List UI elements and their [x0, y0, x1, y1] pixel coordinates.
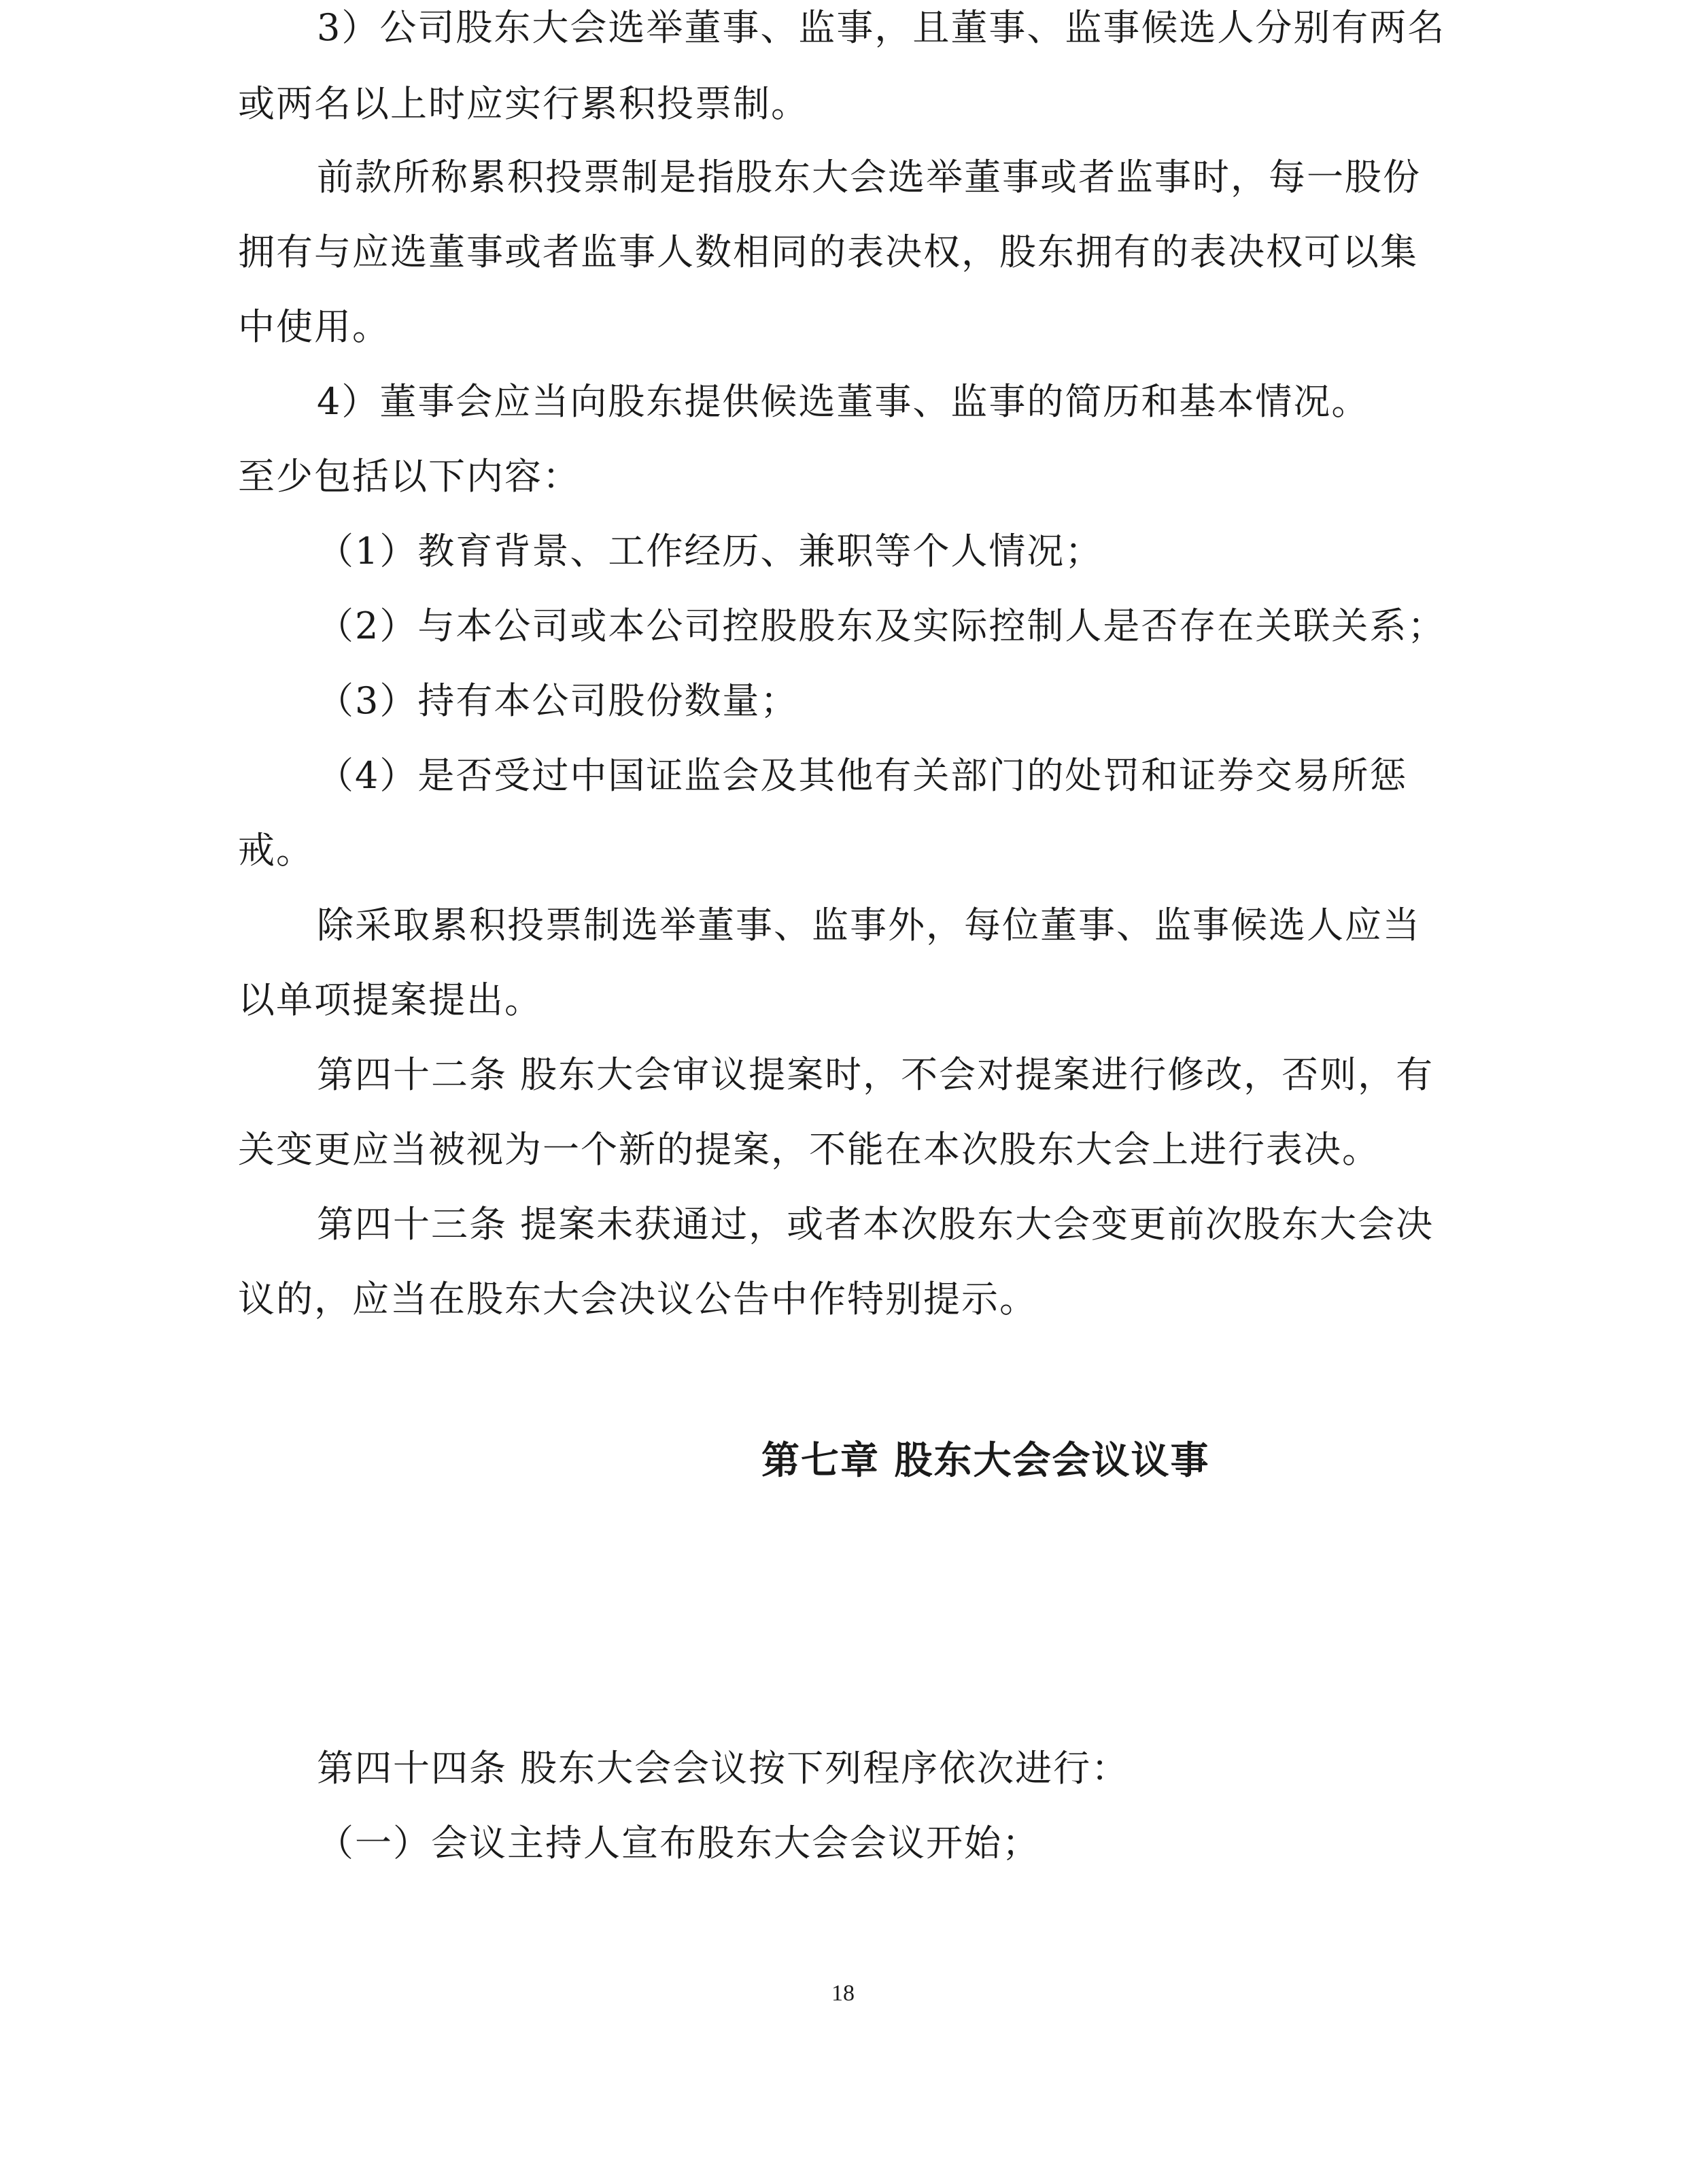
list-item-4-continued: 戒。 [238, 829, 314, 872]
chapter-heading: 第七章 股东大会会议议事 [761, 1439, 1210, 1483]
article-43-line-1: 第四十三条 提案未获通过，或者本次股东大会变更前次股东大会决 [317, 1203, 1434, 1246]
article-43-line-2: 议的，应当在股东大会决议公告中作特别提示。 [238, 1278, 1037, 1320]
paragraph-line-2: 或两名以上时应实行累积投票制。 [238, 82, 809, 125]
list-item-2: （2）与本公司或本公司控股股东及实际控制人是否存在关联关系； [317, 604, 1446, 647]
article-42-line-2: 关变更应当被视为一个新的提案，不能在本次股东大会上进行表决。 [238, 1128, 1380, 1171]
paragraph-line-3: 前款所称累积投票制是指股东大会选举董事或者监事时，每一股份 [317, 156, 1421, 199]
article-44-item-1: （一）会议主持人宣布股东大会会议开始； [317, 1822, 1040, 1864]
paragraph-line-8: 除采取累积投票制选举董事、监事外，每位董事、监事候选人应当 [317, 904, 1421, 946]
paragraph-line-9: 以单项提案提出。 [238, 978, 543, 1021]
list-item-4: （4）是否受过中国证监会及其他有关部门的处罚和证券交易所惩 [317, 754, 1408, 797]
list-item-3: （3）持有本公司股份数量； [317, 679, 799, 722]
list-item-1: （1）教育背景、工作经历、兼职等个人情况； [317, 530, 1103, 573]
page-number: 18 [831, 1981, 855, 2006]
article-44-line-1: 第四十四条 股东大会会议按下列程序依次进行： [317, 1747, 1130, 1790]
paragraph-line-1: 3）公司股东大会选举董事、监事，且董事、监事候选人分别有两名 [317, 6, 1446, 49]
article-42-line-1: 第四十二条 股东大会审议提案时，不会对提案进行修改，否则，有 [317, 1053, 1434, 1096]
paragraph-line-7: 至少包括以下内容： [238, 455, 581, 498]
paragraph-line-6: 4）董事会应当向股东提供候选董事、监事的简历和基本情况。 [317, 380, 1370, 423]
paragraph-line-5: 中使用。 [238, 305, 390, 348]
paragraph-line-4: 拥有与应选董事或者监事人数相同的表决权，股东拥有的表决权可以集 [238, 231, 1418, 273]
